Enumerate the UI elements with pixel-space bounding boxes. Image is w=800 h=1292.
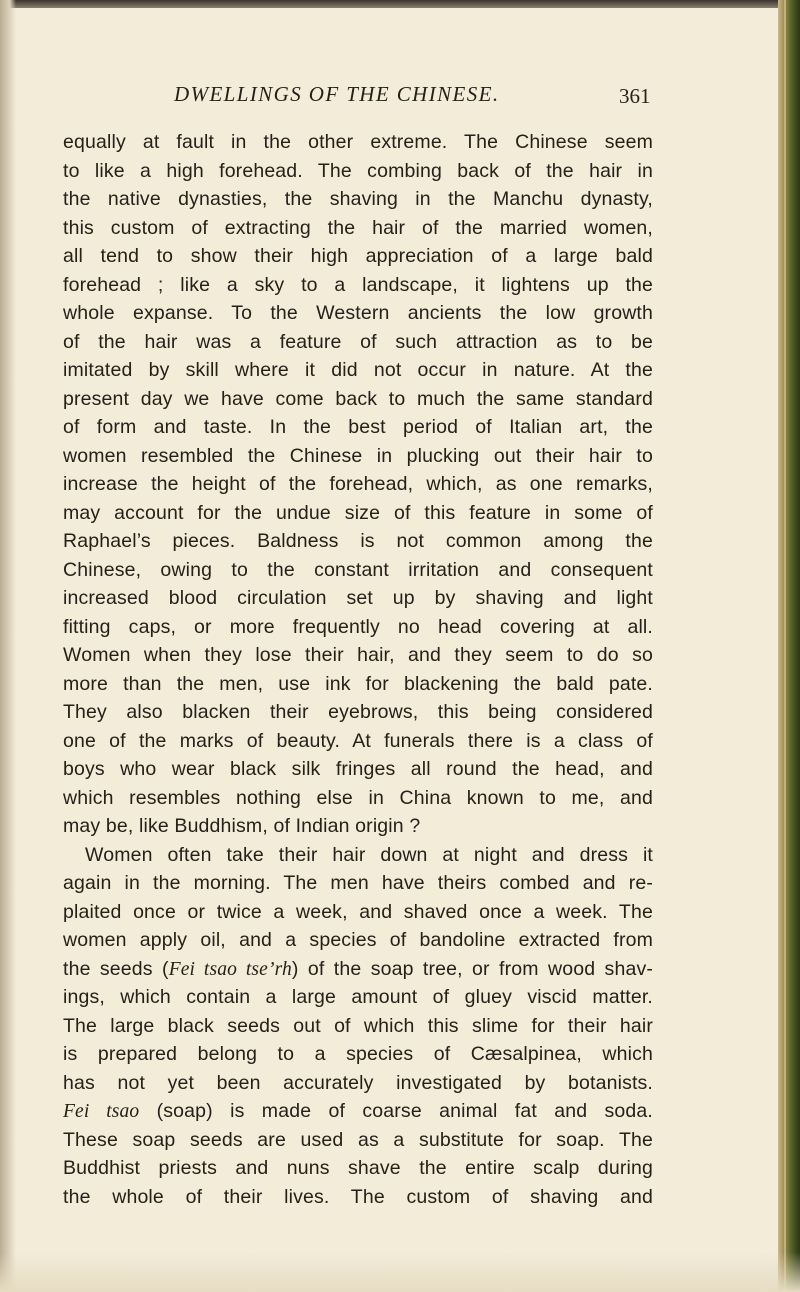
text-line: Women when they lose their hair, and they seem to do so (63, 644, 653, 666)
text-line: the native dynasties, the shaving in the Manchu dynasty, (63, 188, 653, 210)
text-run: ) of the soap tree, or from wood shav- (291, 957, 653, 980)
page-number: 361 (619, 84, 651, 108)
text-line-with-italic (63, 1097, 653, 1126)
text-line: imitated by skill where it did not occur in nature. At the (63, 359, 653, 381)
text-line: of the hair was a feature of such attraction as to be (63, 330, 653, 353)
text-line: fitting caps, or more frequently no head covering at all. (63, 615, 653, 638)
text-line: Raphael’s pieces. Baldness is not common among the (63, 530, 653, 552)
text-line: boys who wear black silk fringes all round the head, and (63, 758, 653, 780)
text-line: plaited once or twice a week, and shaved once a week. The (63, 900, 653, 923)
text-line: The large black seeds out of which this slime for their hair (63, 1014, 653, 1037)
text-line: women resembled the Chinese in plucking out their hair to (63, 444, 653, 467)
text-line: forehead ; like a sky to a landscape, it lightens up the (63, 273, 653, 296)
scan-top-edge (0, 0, 800, 8)
text-run: the seeds ( (63, 957, 169, 980)
text-line: Chinese, owing to the constant irritation and consequent (63, 558, 653, 581)
italic-term: Fei tsao (63, 1101, 140, 1122)
text-line: Buddhist priests and nuns shave the entire scalp during (63, 1157, 653, 1179)
text-line: equally at fault in the other extreme. The Chinese seem (63, 131, 653, 153)
text-line: increase the height of the forehead, which, as one remarks, (63, 473, 653, 495)
book-binding-edge (778, 0, 800, 1292)
text-line: may account for the undue size of this feature in some of (63, 501, 653, 524)
page-left-edge (0, 0, 16, 1292)
body-text (63, 128, 653, 1211)
text-line: women apply oil, and a species of bandoline extracted from (63, 929, 653, 951)
text-line: this custom of extracting the hair of the married women, (63, 216, 653, 239)
text-line: the whole of their lives. The custom of shaving and (63, 1185, 653, 1208)
text-line: They also blacken their eyebrows, this being considered (63, 701, 653, 723)
text-line: more than the men, use ink for blackening the bald pate. (63, 672, 653, 695)
text-line: all tend to show their high appreciation of a large bald (63, 245, 653, 267)
text-line: has not yet been accurately investigated by botanists. (63, 1071, 653, 1094)
paragraph-start-line: Women often take their hair down at night and dress it (85, 843, 653, 866)
page-header (64, 82, 764, 112)
text-line: is prepared belong to a species of Cæsalpinea, which (63, 1043, 653, 1065)
text-line: to like a high forehead. The combing back of the hair in (63, 159, 653, 182)
text-line: present day we have come back to much the same standard (63, 387, 653, 410)
text-line: These soap seeds are used as a substitute for soap. The (63, 1128, 653, 1151)
text-line: ings, which contain a large amount of gluey viscid matter. (63, 986, 653, 1008)
text-line: increased blood circulation set up by shaving and light (63, 587, 653, 609)
text-line: one of the marks of beauty. At funerals there is a class of (63, 729, 653, 752)
text-line: which resembles nothing else in China known to me, and (63, 786, 653, 809)
running-head: DWELLINGS OF THE CHINESE. (174, 82, 500, 106)
text-line-with-italic (63, 955, 653, 984)
paragraph-end-line: may be, like Buddhism, of Indian origin ? (63, 815, 421, 837)
text-line: of form and taste. In the best period of Italian art, the (63, 416, 653, 438)
page-bottom-shade (0, 1252, 800, 1292)
italic-term: Fei tsao tse’rh (168, 958, 292, 980)
text-run: (soap) is made of coarse animal fat and soda. (139, 1100, 653, 1122)
text-line: whole expanse. To the Western ancients the low growth (63, 302, 653, 324)
text-line: again in the morning. The men have theirs combed and re- (63, 872, 653, 894)
